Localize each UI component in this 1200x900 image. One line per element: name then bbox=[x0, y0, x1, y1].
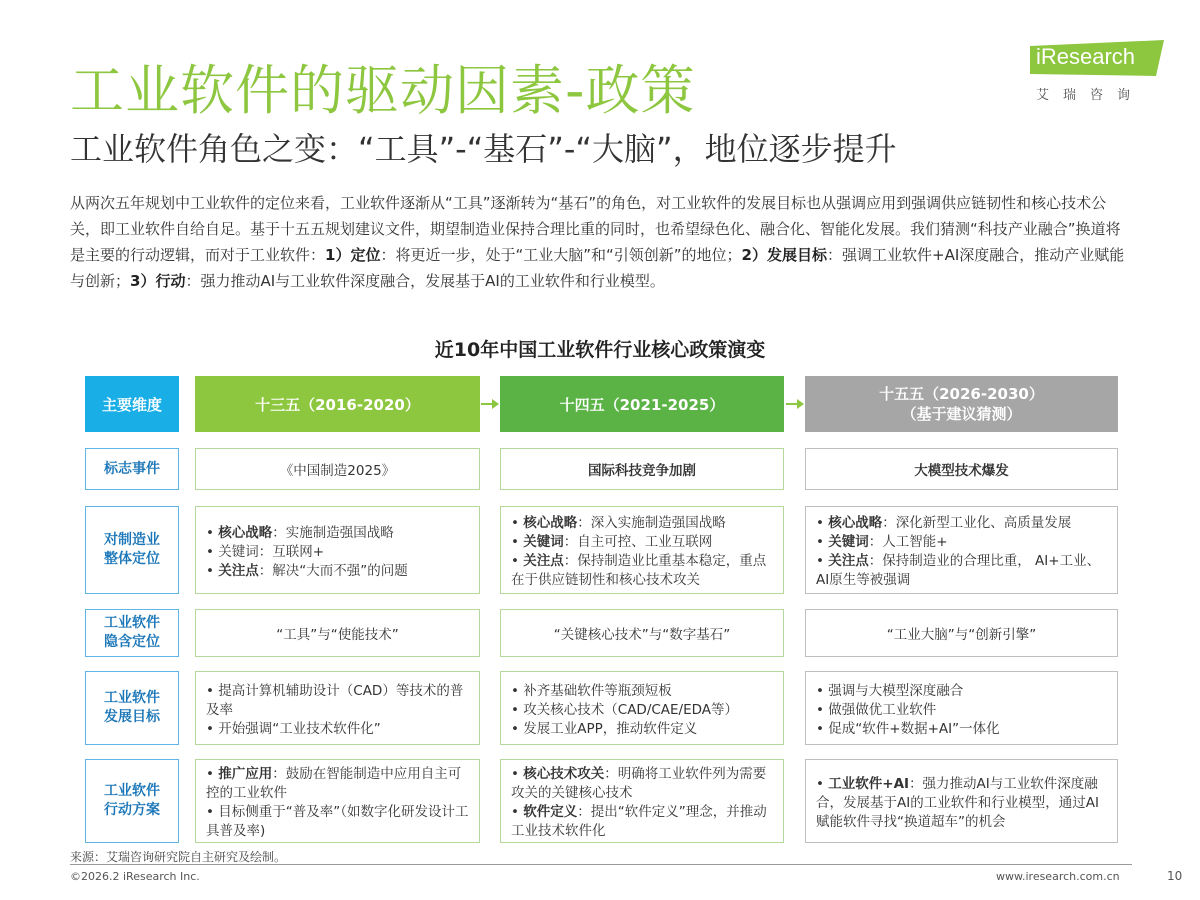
cell-implied-13: “工具”与“使能技术” bbox=[195, 609, 480, 657]
cell-position-13 bbox=[195, 506, 480, 594]
list-item: • 强调与大模型深度融合 bbox=[816, 682, 964, 699]
cell-actions-15 bbox=[805, 759, 1118, 843]
copyright: ©2026.2 iResearch Inc. bbox=[70, 870, 200, 883]
intro-text-4: ：强力推动AI与工业软件深度融合，发展基于AI的工业软件和行业模型。 bbox=[185, 272, 665, 290]
list-item: • 关注点：保持制造业比重基本稳定，重点在于供应链韧性和核心技术攻关 bbox=[511, 553, 767, 588]
row-label-position bbox=[85, 506, 179, 594]
list-item: • 核心战略：深化新型工业化、高质量发展 bbox=[816, 515, 1072, 531]
cell-implied-15: “工业大脑”与“创新引擎” bbox=[805, 609, 1118, 657]
intro-paragraph bbox=[70, 190, 1130, 294]
cell-position-15 bbox=[805, 506, 1118, 594]
intro-text-2: ：将更近一步，处于“工业大脑”和“引领创新”的地位； bbox=[380, 246, 742, 264]
page-number: 10 bbox=[1167, 869, 1183, 883]
page-subtitle: 工业软件角色之变：“工具”-“基石”-“大脑”，地位逐步提升 bbox=[70, 130, 897, 168]
list-item: • 做强做优工业软件 bbox=[816, 701, 937, 718]
arrow-right-icon bbox=[786, 398, 804, 410]
intro-bold-2: 2）发展目标 bbox=[741, 246, 827, 264]
cell-goals-15 bbox=[805, 671, 1118, 745]
row-label-goals-text: 工业软件发展目标 bbox=[104, 690, 160, 725]
list-item: • 攻关核心技术（CAD/CAE/EDA等） bbox=[511, 701, 739, 718]
list-item: • 关键词：互联网+ bbox=[206, 543, 325, 560]
logo-text: iResearch bbox=[1036, 44, 1136, 69]
source-note: 来源：艾瑞咨询研究院自主研究及绘制。 bbox=[70, 850, 287, 864]
row-label-implied-text: 工业软件隐含定位 bbox=[104, 615, 160, 650]
header-15th-plan-label: 十五五（2026-2030） bbox=[879, 385, 1044, 403]
website-link[interactable]: www.iresearch.com.cn bbox=[996, 870, 1120, 883]
intro-text-3: ：强调工业软件+AI深度融合，推动产业赋能与创新； bbox=[70, 246, 1125, 290]
list-item: • 软件定义：提出“软件定义”理念，并推动工业技术软件化 bbox=[511, 804, 767, 839]
cell-actions-13 bbox=[195, 759, 480, 843]
list-item: • 关注点：保持制造业的合理比重， AI+工业、AI原生等被强调 bbox=[816, 553, 1101, 588]
list-item: • 核心战略：实施制造强国战略 bbox=[206, 524, 394, 541]
header-15th-plan-note: （基于建议猜测） bbox=[901, 405, 1022, 423]
row-label-implied bbox=[85, 609, 179, 657]
cell-goals-13 bbox=[195, 671, 480, 745]
list-item: • 工业软件+AI：强力推动AI与工业软件深度融合，发展基于AI的工业软件和行业模型，通过AI赋能软件寻找“换道超车”的机会 bbox=[816, 775, 1099, 830]
cell-event-13: 《中国制造2025》 bbox=[195, 448, 480, 490]
row-label-actions bbox=[85, 759, 179, 843]
header-15th-plan bbox=[805, 376, 1118, 432]
list-item: • 补齐基础软件等瓶颈短板 bbox=[511, 682, 672, 699]
row-label-event: 标志事件 bbox=[85, 448, 179, 490]
header-dimension: 主要维度 bbox=[85, 376, 179, 432]
list-item: • 核心技术攻关：明确将工业软件列为需要攻关的关键核心技术 bbox=[511, 766, 767, 801]
row-label-goals bbox=[85, 671, 179, 745]
cell-position-14 bbox=[500, 506, 784, 594]
cell-actions-14 bbox=[500, 759, 784, 843]
table-title: 近10年中国工业软件行业核心政策演变 bbox=[434, 339, 766, 361]
list-item: • 开始强调“工业技术软件化” bbox=[206, 720, 381, 737]
list-item: • 关键词：自主可控、工业互联网 bbox=[511, 534, 713, 550]
intro-text-1: 从两次五年规划中工业软件的定位来看，工业软件逐渐从“工具”逐渐转为“基石”的角色，对工业软件的发展目标也从强调应用到强调供应链韧性和核心技术公关，即工业软件自给自足。基于十五五规划建议文件，期望制造业保持合理比重的同时，也希望绿色化、融合化、智能化发展。我们猜测“科技产业融合”换道将是主要的行动逻辑，而对于工业软件： bbox=[70, 194, 1121, 264]
header-14th-plan: 十四五（2021-2025） bbox=[500, 376, 784, 432]
row-label-position-text: 对制造业整体定位 bbox=[104, 532, 160, 567]
list-item: • 推广应用：鼓励在智能制造中应用自主可控的工业软件 bbox=[206, 766, 462, 801]
list-item: • 核心战略：深入实施制造强国战略 bbox=[511, 515, 726, 531]
logo-badge bbox=[1030, 40, 1164, 76]
cell-goals-14 bbox=[500, 671, 784, 745]
cell-event-15: 大模型技术爆发 bbox=[805, 448, 1118, 490]
footer-divider bbox=[70, 864, 1132, 865]
iresearch-logo bbox=[1030, 40, 1170, 103]
list-item: • 发展工业APP，推动软件定义 bbox=[511, 720, 698, 737]
page-title: 工业软件的驱动因素-政策 bbox=[70, 59, 696, 122]
header-13th-plan: 十三五（2016-2020） bbox=[195, 376, 480, 432]
cell-implied-14: “关键核心技术”与“数字基石” bbox=[500, 609, 784, 657]
cell-event-14: 国际科技竞争加剧 bbox=[500, 448, 784, 490]
logo-cn-text: 艾瑞咨询 bbox=[1036, 88, 1145, 103]
list-item: • 促成“软件+数据+AI”一体化 bbox=[816, 720, 1000, 737]
intro-bold-3: 3）行动 bbox=[130, 272, 186, 290]
list-item: • 关键词：人工智能+ bbox=[816, 534, 948, 550]
intro-bold-1: 1）定位 bbox=[325, 246, 381, 264]
arrow-right-icon bbox=[481, 398, 499, 410]
list-item: • 关注点：解决“大而不强”的问题 bbox=[206, 562, 408, 579]
row-label-actions-text: 工业软件行动方案 bbox=[104, 783, 160, 818]
list-item: • 提高计算机辅助设计（CAD）等技术的普及率 bbox=[206, 682, 464, 718]
list-item: • 目标侧重于“普及率”（如数字化研发设计工具普及率) bbox=[206, 804, 469, 839]
